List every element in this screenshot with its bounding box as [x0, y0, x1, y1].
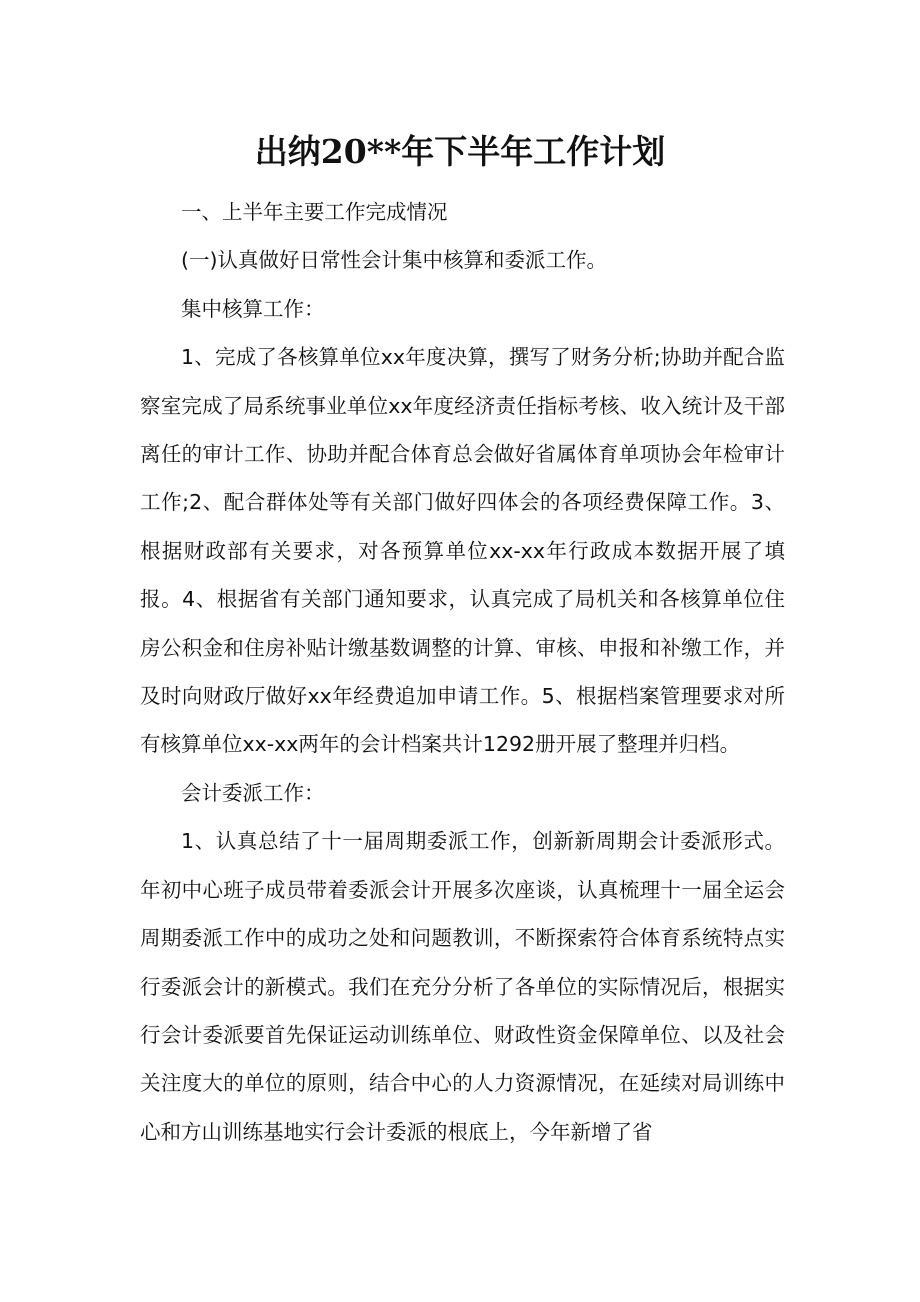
- paragraph-centralized-accounting: 1、完成了各核算单位xx年度决算，撰写了财务分析;协助并配合监察室完成了局系统事业单位xx年度经济责任指标考核、收入统计及干部离任的审计工作、协助并配合体育总会做好省属体育单项协会年检审计工作;2、配合群体处等有关部门做好四体会的各项经费保障工作。3、根据财政部有关要求，对各预算单位xx-xx年行政成本数据开展了填报。4、根据省有关部门通知要求，认真完成了局机关和各核算单位住房公积金和住房补贴计缴基数调整的计算、审核、申报和补缴工作，并及时向财政厅做好xx年经费追加申请工作。5、根据档案管理要求对所有核算单位xx-xx两年的会计档案共计1292册开展了整理并归档。: [140, 345, 785, 757]
- paragraph-label-accounting-delegation: 会计委派工作：: [181, 780, 325, 805]
- document-body: [140, 188, 785, 1156]
- document-title: 出纳20**年下半年工作计划: [254, 132, 666, 171]
- section-heading: 一、上半年主要工作完成情况: [181, 200, 448, 224]
- subsection-heading: (一)认真做好日常性会计集中核算和委派工作。: [181, 248, 607, 273]
- paragraph-accounting-delegation: 1、认真总结了十一届周期委派工作，创新新周期会计委派形式。年初中心班子成员带着委派会计开展多次座谈，认真梳理十一届全运会周期委派工作中的成功之处和问题教训，不断探索符合体育系统特点实行委派会计的新模式。我们在充分分析了各单位的实际情况后，根据实行会计委派要首先保证运动训练单位、财政性资金保障单位、以及社会关注度大的单位的原则，结合中心的人力资源情况，在延续对局训练中心和方山训练基地实行会计委派的根底上，今年新增了省: [140, 829, 785, 1144]
- paragraph-label-centralized-accounting: 集中核算工作：: [181, 296, 325, 321]
